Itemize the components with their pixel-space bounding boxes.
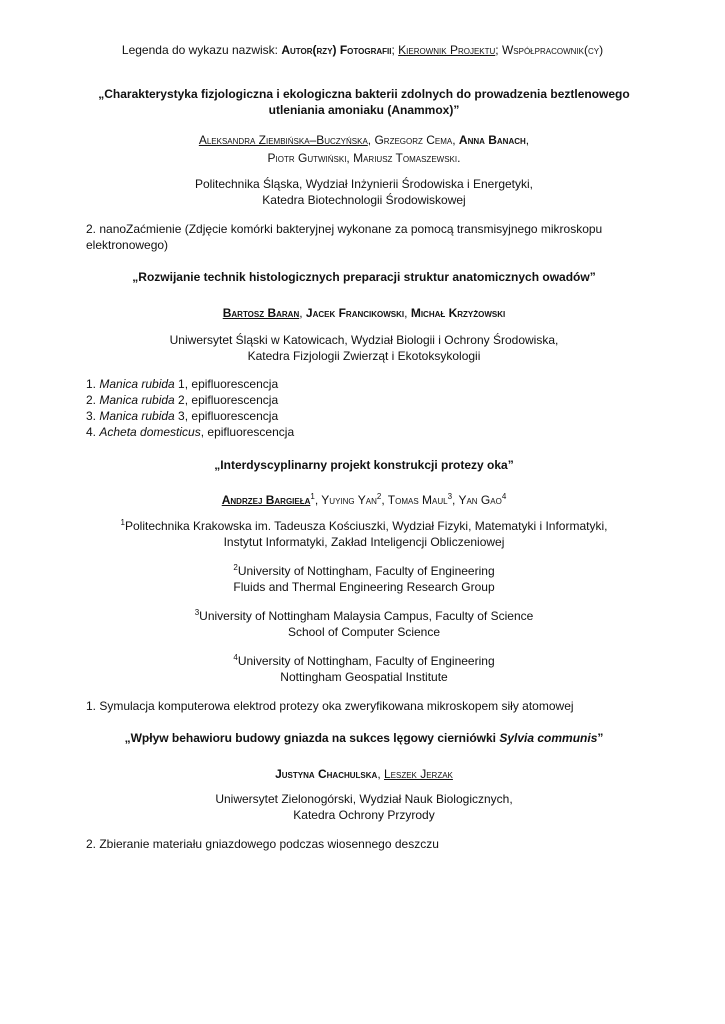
- item-number: 1.: [86, 377, 100, 391]
- affiliation-line: Uniwersytet Zielonogórski, Wydział Nauk Biologicznych,: [215, 792, 513, 806]
- section1-item: [86, 221, 646, 253]
- affiliation-line: Katedra Fizjologii Zwierząt i Ekotoksykologii: [247, 349, 481, 363]
- affiliation-line: Fluids and Thermal Engineering Research Group: [233, 580, 495, 594]
- section3-authors: [86, 492, 642, 508]
- section3-affiliation-3: [86, 608, 642, 640]
- author-name: Piotr Gutwiński: [267, 151, 347, 165]
- affiliation-marker: 1: [310, 492, 315, 501]
- item-line: elektronowego): [86, 238, 169, 252]
- list-item: [86, 408, 642, 424]
- author-name: Bartosz Baran: [222, 306, 300, 320]
- section4-item: 2. Zbieranie materiału gniazdowego podczas wiosennego deszczu: [86, 837, 439, 851]
- list-item: [86, 424, 642, 440]
- section2-affiliation: [86, 332, 642, 364]
- item-text: 2, epifluorescencja: [174, 393, 279, 407]
- affiliation-line: School of Computer Science: [287, 625, 441, 639]
- section3-affiliation-2: [86, 563, 642, 595]
- author-separator: .: [457, 151, 461, 165]
- section1-affiliation: [86, 176, 642, 208]
- affiliation-line: Uniwersytet Śląski w Katowicach, Wydział Biologii i Ochrony Środowiska,: [169, 333, 559, 347]
- section2-items: [86, 376, 642, 440]
- affiliation-marker: 1: [120, 518, 125, 527]
- legend-separator: ;: [495, 43, 502, 57]
- species-name: Manica rubida: [99, 393, 175, 407]
- title-text: ”: [597, 731, 604, 745]
- affiliation-line: Katedra Biotechnologii Środowiskowej: [262, 193, 466, 207]
- author-name: Justyna Chachulska: [275, 767, 378, 781]
- affiliation-line: Nottingham Geospatial Institute: [280, 670, 448, 684]
- item-text: 1, epifluorescencja: [174, 377, 279, 391]
- legend-wspol: Współpracownik(cy): [501, 43, 604, 57]
- item-text: 3, epifluorescencja: [174, 409, 279, 423]
- author-name: Yan Gao: [458, 493, 502, 507]
- item-text: , epifluorescencja: [200, 425, 295, 439]
- section3-item: 1. Symulacja komputerowa elektrod protezy oka zweryfikowana mikroskopem siły atomowej: [86, 699, 574, 713]
- section4-affiliation: [86, 791, 642, 823]
- section4-title: [86, 730, 642, 746]
- affiliation-marker: 3: [194, 608, 200, 617]
- author-name: Grzegorz Cema: [374, 133, 453, 147]
- affiliation-line: Politechnika Krakowska im. Tadeusza Kościuszki, Wydział Fizyki, Matematyki i Informatyki,: [124, 519, 608, 533]
- section1-authors: [86, 132, 642, 166]
- item-number: 3.: [86, 409, 100, 423]
- affiliation-line: University of Nottingham, Faculty of Engineering: [237, 564, 495, 578]
- legend-separator: ;: [391, 43, 399, 57]
- affiliation-marker: 2: [376, 492, 382, 501]
- author-separator: ,: [381, 493, 388, 507]
- author-name: Jacek Francikowski: [305, 306, 405, 320]
- title-text: „Wpływ behawioru budowy gniazda na sukces lęgowy cierniówki: [124, 731, 500, 745]
- affiliation-line: Katedra Ochrony Przyrody: [293, 808, 435, 822]
- author-separator: ,: [452, 133, 459, 147]
- author-name: Yuying Yan: [321, 493, 377, 507]
- author-separator: ,: [377, 767, 384, 781]
- legend-line: [0, 42, 725, 58]
- list-item: [86, 376, 642, 392]
- author-name: Michał Krzyżowski: [410, 306, 506, 320]
- section3-affiliation-1: [86, 518, 642, 550]
- author-name: Tomas Maul: [387, 493, 448, 507]
- section1-title-line2: utleniania amoniaku (Anammox)”: [268, 103, 460, 117]
- affiliation-marker: 3: [447, 492, 453, 501]
- section2-authors: [86, 305, 642, 321]
- affiliation-line: University of Nottingham, Faculty of Engineering: [237, 654, 495, 668]
- author-separator: ,: [404, 306, 411, 320]
- author-name: Leszek Jerzak: [383, 767, 453, 781]
- affiliation-line: Politechnika Śląska, Wydział Inżynierii Środowiska i Energetyki,: [194, 177, 534, 191]
- section1-title: [86, 86, 642, 118]
- affiliation-marker: 4: [233, 653, 238, 662]
- section4-authors: [86, 766, 642, 782]
- legend-kierownik: Kierownik Projektu: [398, 43, 496, 57]
- affiliation-line: Instytut Informatyki, Zakład Inteligencji Obliczeniowej: [223, 535, 505, 549]
- species-name: Sylvia communis: [499, 731, 598, 745]
- author-name: Aleksandra Ziembińska–Buczyńska: [198, 133, 368, 147]
- author-separator: ,: [299, 306, 306, 320]
- section3-affiliation-4: [86, 653, 642, 685]
- author-name: Andrzej Bargieła: [221, 493, 311, 507]
- species-name: Acheta domesticus: [99, 425, 201, 439]
- item-number: 2.: [86, 393, 100, 407]
- item-number: 4.: [86, 425, 100, 439]
- author-separator: ,: [525, 133, 530, 147]
- affiliation-line: University of Nottingham Malaysia Campus, Faculty of Science: [199, 609, 534, 623]
- list-item: [86, 392, 642, 408]
- item-line: 2. nanoZaćmienie (Zdjęcie komórki bakteryjnej wykonane za pomocą transmisyjnego mikroskopu: [86, 222, 603, 236]
- author-separator: ,: [367, 133, 375, 147]
- section3-title: „Interdyscyplinarny projekt konstrukcji protezy oka”: [214, 458, 514, 472]
- author-name: Mariusz Tomaszewski: [353, 151, 458, 165]
- author-separator: ,: [452, 493, 459, 507]
- species-name: Manica rubida: [99, 377, 175, 391]
- species-name: Manica rubida: [99, 409, 175, 423]
- affiliation-marker: 2: [233, 563, 238, 572]
- section1-title-line1: „Charakterystyka fizjologiczna i ekologiczna bakterii zdolnych do prowadzenia beztlenowego: [98, 87, 630, 101]
- author-separator: ,: [346, 151, 354, 165]
- author-name: Anna Banach: [458, 133, 526, 147]
- author-separator: ,: [314, 493, 322, 507]
- section2-title: „Rozwijanie technik histologicznych preparacji struktur anatomicznych owadów”: [132, 270, 596, 284]
- affiliation-marker: 4: [501, 492, 507, 501]
- legend-autor: Autor(rzy) Fotografii: [281, 43, 392, 57]
- legend-prefix: Legenda do wykazu nazwisk:: [121, 43, 282, 57]
